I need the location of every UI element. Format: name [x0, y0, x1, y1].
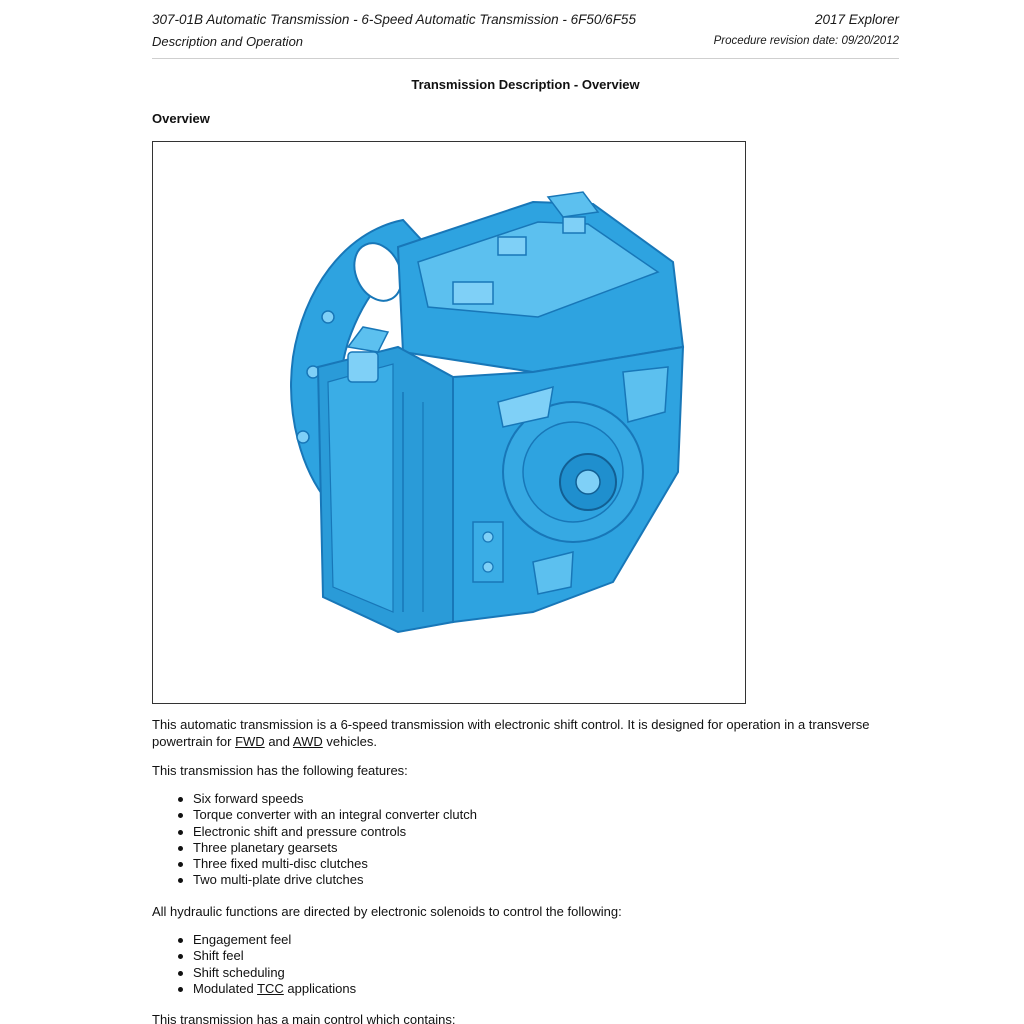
tcc-prefix: Modulated	[193, 980, 258, 996]
section-heading: Overview	[152, 111, 210, 126]
list-item: Shift feel	[174, 948, 356, 964]
tcc-suffix: applications	[283, 980, 357, 996]
list-item	[174, 981, 356, 997]
intro-end: vehicles.	[322, 734, 377, 749]
header-row-2	[152, 34, 899, 52]
hydraulic-intro: All hydraulic functions are directed by electronic solenoids to control the following:	[152, 904, 622, 919]
header-row-1	[152, 12, 899, 32]
intro-text: This automatic transmission is a 6-speed transmission with electronic shift control. It is designed for operation in a transverse powertrain for	[152, 717, 870, 749]
main-control-intro: This transmission has a main control which contains:	[152, 1012, 456, 1024]
list-item: Torque converter with an integral converter clutch	[174, 807, 477, 823]
tcc-abbreviation-link[interactable]: TCC	[257, 980, 284, 996]
list-item: Six forward speeds	[174, 791, 477, 807]
vehicle-name: 2017 Explorer	[814, 12, 899, 27]
list-item: Three fixed multi-disc clutches	[174, 856, 477, 872]
hydraulic-list	[174, 932, 356, 997]
manual-section-title: 307-01B Automatic Transmission - 6-Speed Automatic Transmission - 6F50/6F55	[152, 12, 636, 27]
list-item: Three planetary gearsets	[174, 840, 477, 856]
page-title: Transmission Description - Overview	[411, 77, 640, 92]
revision-date: Procedure revision date: 09/20/2012	[713, 35, 899, 47]
list-item: Electronic shift and pressure controls	[174, 824, 477, 840]
intro-and: and	[264, 734, 293, 749]
awd-abbreviation-link[interactable]: AWD	[292, 734, 323, 749]
list-item: Shift scheduling	[174, 965, 356, 981]
list-item: Engagement feel	[174, 932, 356, 948]
subsection-title: Description and Operation	[152, 34, 304, 49]
transmission-figure	[152, 141, 746, 704]
header-divider	[152, 58, 899, 59]
features-intro: This transmission has the following features:	[152, 763, 408, 778]
fwd-abbreviation-link[interactable]: FWD	[235, 734, 265, 749]
transmission-illustration	[153, 142, 746, 704]
features-list	[174, 791, 477, 889]
intro-paragraph	[152, 716, 899, 750]
list-item: Two multi-plate drive clutches	[174, 872, 477, 888]
